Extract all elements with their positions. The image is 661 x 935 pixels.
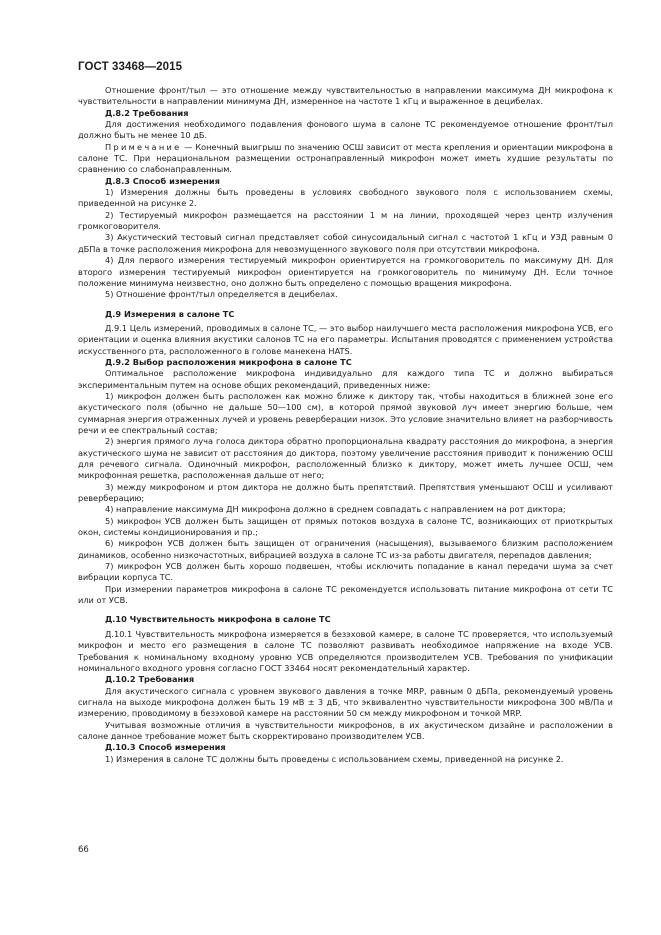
paragraph: 1) Измерения должны быть проведены в условиях свободного звукового поля с использованием схемы, приведенной на рисунке 2. xyxy=(78,187,613,209)
paragraph: 6) микрофон УСВ должен быть защищен от ограничения (насыщения), вызываемого близким расположением динамиков, особенно низкочастотных, вибрацией воздуха в салоне ТС из-за работы двигателя, перепадов давления; xyxy=(78,538,613,560)
section-heading: Д.10 Чувствительность микрофона в салоне ТС xyxy=(105,614,331,625)
standard-header: ГОСТ 33468—2015 xyxy=(78,61,183,73)
section-heading: Д.10.2 Требования xyxy=(105,674,195,685)
paragraph: Для акустического сигнала с уровнем звукового давления в точке MRP, равным 0 дБПа, рекомендуемый уровень сигнала на выходе микрофона должен быть 19 мВ ± 3 дБ, что эквивалентно чувствительности микрофона 300 мВ/Па и измерению, проводимому в безэховой камере на расстоянии 50 см между микрофоном и точкой MRP. xyxy=(78,685,613,719)
paragraph: 2) энергия прямого луча голоса диктора обратно пропорциональна квадрату расстояния до микрофона, а энергия акустического шума не зависит от расстояния до диктора, поэтому увеличение расстояния приводит к понижению ОСШ для речевого сигнала. Одиночный микрофон, расположенный близко к диктору, может иметь лучшее ОСШ, чем микрофонная решетка, расположенная дальше от него; xyxy=(78,436,613,481)
paragraph: Д.9.1 Цель измерений, проводимых в салоне ТС, — это выбор наилучшего места расположения микрофона УСВ, его ориентации и оценка влияния акустики салонов ТС на его параметры. Испытания проводятся с применением устройства искусственного рта, расположенного в голове манекена HATS. xyxy=(78,322,613,356)
section-heading: Д.8.2 Требования xyxy=(105,107,189,118)
paragraph: 3) между микрофоном и ртом диктора не должно быть препятствий. Препятствия уменьшают ОСШ и усиливают реверберацию; xyxy=(78,481,613,504)
paragraph: 5) Отношение фронт/тыл определяется в децибелах. xyxy=(105,289,338,300)
section-heading: Д.9 Измерения в салоне ТС xyxy=(105,308,235,319)
section-heading: Д.10.3 Способ измерения xyxy=(105,742,226,753)
section-heading: Д.9.2 Выбор расположения микрофона в салоне ТС xyxy=(105,356,352,367)
paragraph: 1) микрофон должен быть расположен как можно ближе к диктору так, чтобы находиться в ближней зоне его акустического поля (обычно не дальше 50—100 см), в которой прямой звуковой луч имеет энергию больше, чем суммарная энергия отраженных лучей и уровень реверберации низок. Это условие значительно влияет на разборчивость речи и ее спектральный состав; xyxy=(78,390,613,435)
paragraph: Оптимальное расположение микрофона индивидуально для каждого типа ТС и должно выбираться экспериментальным путем на основе общих рекомендаций, приведенных ниже: xyxy=(78,368,613,390)
note-paragraph xyxy=(78,142,613,176)
document-body xyxy=(78,85,613,765)
paragraph: Отношение фронт/тыл — это отношение между чувствительностью в направлении максимума ДН микрофона к чувствительности в направлении минимума ДН, измеренное на частоте 1 кГц и выраженное в децибелах. xyxy=(78,85,613,107)
page-number: 66 xyxy=(78,845,89,855)
paragraph: 1) Измерения в салоне ТС должны быть проведены с использованием схемы, приведенной на рисунке 2. xyxy=(105,753,564,764)
paragraph: Учитывая возможные отличия в чувствительности микрофонов, в их акустическом дизайне и расположении в салоне данное требование может быть скорректировано производителем УСВ. xyxy=(78,719,613,741)
section-heading: Д.8.3 Способ измерения xyxy=(105,175,220,186)
paragraph: Д.10.1 Чувствительность микрофона измеряется в безэховой камере, в салоне ТС проверяется, что используемый микрофон и место его размещения в салоне ТС позволяют развивать необходимое напряжение на входе УСВ. Требования к номинальному входному уровню УСВ определяются производителем УСВ. Требования по унификации номинального входного уровня согласно ГОСТ 33464 носят рекомендательный характер. xyxy=(78,628,613,673)
note-text: — Конечный выигрыш по значению ОСШ зависит от места крепления и ориентации микрофона в салоне ТС. При нерациональном размещении остронаправленный микрофон может иметь худшие результаты по сравнению со слабонаправленным. xyxy=(78,141,613,175)
paragraph: При измерении параметров микрофона в салоне ТС рекомендуется использовать питание микрофона от сети ТС или от УСВ. xyxy=(78,583,613,606)
paragraph: 4) Для первого измерения тестируемый микрофон ориентируется на громкоговоритель по максимуму ДН. Для второго измерения тестируемый микрофон ориентируется на громкоговоритель по минимуму ДН. Если точное положение минимума неизвестно, оно должно быть определено с помощью вращения микрофона. xyxy=(78,255,613,288)
note-label: Примечание xyxy=(105,141,182,152)
paragraph: Для достижения необходимого подавления фонового шума в салоне ТС рекомендуемое отношение фронт/тыл должно быть не менее 10 дБ. xyxy=(78,119,613,141)
paragraph: 3) Акустический тестовый сигнал представляет собой синусоидальный сигнал с частотой 1 кГц и УЗД равным 0 дБПа в точке расположения микрофона для невозмущенного звукового поля при отсутствии микрофона. xyxy=(78,232,613,254)
paragraph: 5) микрофон УСВ должен быть защищен от прямых потоков воздуха в салоне ТС, возникающих от приоткрытых окон, системы кондиционирования и пр.; xyxy=(78,515,613,538)
paragraph: 7) микрофон УСВ должен быть хорошо подвешен, чтобы исключить попадание в канал передачи шума за счет вибрации корпуса ТС. xyxy=(78,561,613,583)
paragraph: 2) Тестируемый микрофон размещается на расстоянии 1 м на линии, проходящей через центр излучения громкоговорителя. xyxy=(78,209,613,232)
paragraph: 4) направление максимума ДН микрофона должно в среднем совпадать с направлением на рот диктора; xyxy=(105,504,566,515)
